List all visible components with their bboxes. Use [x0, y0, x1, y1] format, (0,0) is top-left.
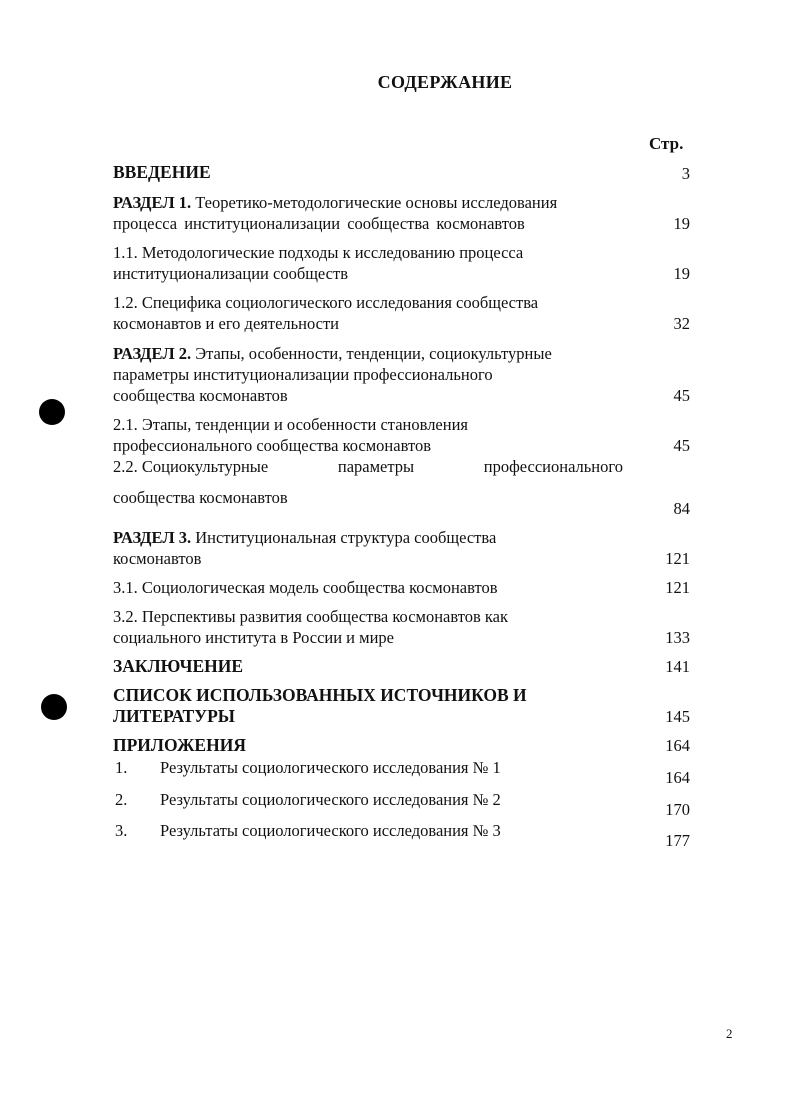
toc-entry-text: 1.2. Специфика социологического исследования сообщества: [113, 293, 539, 312]
toc-page-number: 45: [673, 436, 690, 455]
toc-entry-text: 1.1. Методологические подходы к исследованию процесса: [113, 243, 524, 262]
appendix-item-number: 2.: [115, 790, 128, 809]
toc-entry-bibliography: [113, 685, 527, 727]
toc-entry-3-2: [113, 606, 508, 648]
toc-entry-text: Институциональная структура сообщества: [195, 528, 497, 547]
toc-entry-text: космонавтов и его деятельности: [113, 314, 340, 333]
toc-entry-text: 3.2. Перспективы развития сообщества космонавтов как: [113, 607, 509, 626]
toc-entry-text: ЛИТЕРАТУРЫ: [113, 706, 235, 726]
toc-entry-text: профессионального сообщества космонавтов: [113, 436, 431, 455]
toc-entry-introduction: ВВЕДЕНИЕ: [113, 162, 211, 182]
toc-page-number: 164: [665, 768, 690, 787]
section-label: РАЗДЕЛ 2.: [113, 344, 192, 363]
toc-entry-section-2: [113, 343, 552, 406]
section-label: РАЗДЕЛ 3.: [113, 528, 192, 547]
toc-entry-1-2: [113, 292, 538, 334]
appendix-item-number: 1.: [115, 758, 128, 777]
appendix-item-text: Результаты социологического исследования № 1: [160, 758, 501, 777]
toc-page-number: 177: [665, 831, 690, 850]
punch-hole-icon: [41, 694, 67, 720]
toc-page-number: 45: [673, 386, 690, 405]
pages-column-header: Стр.: [649, 134, 684, 153]
toc-page-number: 19: [673, 264, 690, 283]
page-title: СОДЕРЖАНИЕ: [377, 72, 513, 92]
toc-page-number: 19: [673, 214, 690, 233]
toc-page-number: 133: [665, 628, 690, 647]
toc-entry-text: сообщества космонавтов: [113, 386, 288, 405]
toc-entry-1-1: [113, 242, 523, 284]
punch-hole-icon: [39, 399, 65, 425]
toc-entry-text: Этапы, особенности, тенденции, социокультурные: [195, 344, 552, 363]
toc-entry-text: процесса институционализации сообщества космонавтов: [113, 214, 525, 233]
toc-page-number: 121: [665, 578, 690, 597]
toc-page-number: 141: [665, 657, 690, 676]
toc-entry-section-3: [113, 527, 496, 569]
toc-page-number: 32: [673, 314, 690, 333]
toc-page-number: 145: [665, 707, 690, 726]
toc-page-number: 84: [673, 499, 690, 518]
toc-entry-2-2: [113, 456, 623, 477]
toc-entry-text: космонавтов: [113, 549, 202, 568]
toc-entry-text: СПИСОК ИСПОЛЬЗОВАННЫХ ИСТОЧНИКОВ И: [113, 685, 527, 705]
toc-entry-2-1: [113, 414, 468, 456]
page-number: 2: [726, 1026, 733, 1041]
toc-entry-text: институционализации сообществ: [113, 264, 348, 283]
toc-page-number: 121: [665, 549, 690, 568]
toc-entry-text: 2.1. Этапы, тенденции и особенности становления: [113, 415, 468, 434]
toc-entry-section-1: [113, 192, 557, 234]
toc-entry-3-1: 3.1. Социологическая модель сообщества космонавтов: [113, 578, 498, 597]
toc-entry-text: параметры институционализации профессионального: [113, 365, 493, 384]
section-label: РАЗДЕЛ 1.: [113, 193, 192, 212]
toc-page-number: 3: [681, 164, 690, 183]
appendix-item-text: Результаты социологического исследования № 3: [160, 821, 501, 840]
appendix-item-text: Результаты социологического исследования № 2: [160, 790, 501, 809]
toc-page-number: 164: [665, 736, 690, 755]
toc-entry-text: сообщества космонавтов: [113, 488, 288, 507]
toc-page-number: 170: [665, 800, 690, 819]
toc-entry-conclusion: ЗАКЛЮЧЕНИЕ: [113, 656, 244, 676]
toc-entry-text: профессионального: [483, 457, 623, 476]
appendix-item-number: 3.: [115, 821, 128, 840]
toc-entry-text: социального института в России и мире: [113, 628, 394, 647]
toc-entry-text: параметры: [337, 457, 415, 476]
toc-entry-text: Теоретико-методологические основы исследования: [195, 193, 558, 212]
toc-entry-appendices: ПРИЛОЖЕНИЯ: [113, 735, 246, 755]
toc-entry-text: 2.2. Социокультурные: [113, 457, 269, 476]
